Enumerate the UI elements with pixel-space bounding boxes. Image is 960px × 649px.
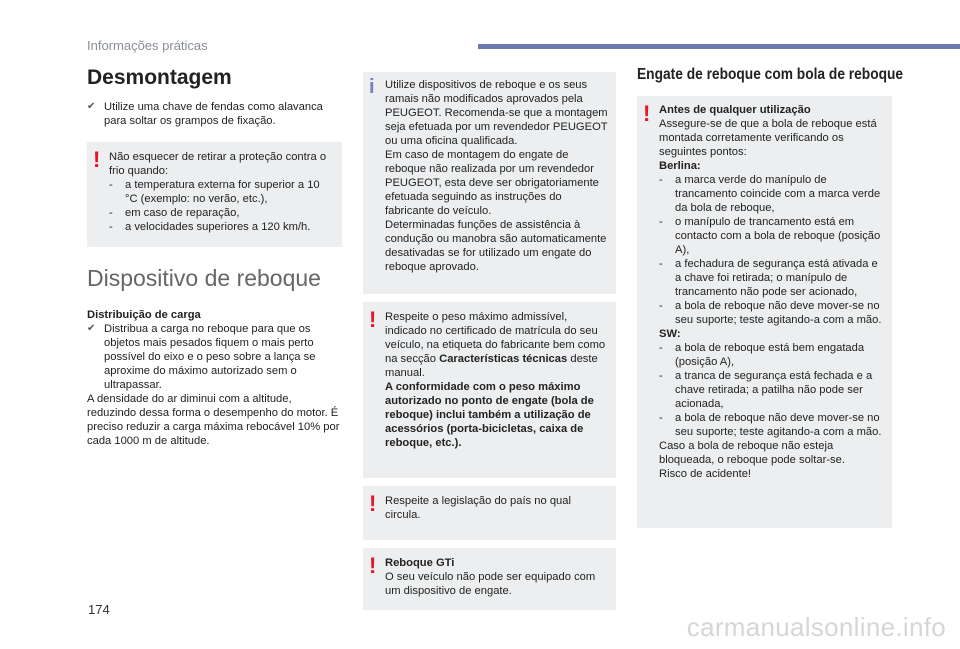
warning-icon: ! xyxy=(369,553,377,578)
box-intro: Assegure-se de que a bola de reboque está montada corretamente verificando os seguintes pontos: xyxy=(659,118,877,158)
list-item: - a bola de reboque não deve mover-se no seu suporte; teste agitando-a com a mão. xyxy=(659,412,882,438)
column-middle xyxy=(363,72,616,610)
column-left xyxy=(87,66,342,448)
warning-box-frost-protection xyxy=(87,142,342,247)
warning-icon: ! xyxy=(643,101,651,126)
bullet-text: Utilize uma chave de fendas como alavanca para soltar os grampos de fixação. xyxy=(104,101,323,127)
list-item: - o manípulo de trancamento está em contacto com a bola de reboque (posição A), xyxy=(659,216,881,256)
warning-box-max-weight xyxy=(363,302,616,478)
load-title: Distribuição de carga xyxy=(87,309,201,321)
column-right xyxy=(637,66,904,528)
title-desmontagem: Desmontagem xyxy=(87,66,232,89)
check-bullet-icon: ✔ xyxy=(87,323,96,334)
check-bullet-icon: ✔ xyxy=(87,101,96,112)
info-icon: i xyxy=(369,76,375,98)
density-text: A densidade do ar diminui com a altitude, reduzindo dessa forma o desempenho do motor. É preciso reduzir a carga máxima rebocável 10% por cada 1000 m de altitude. xyxy=(87,393,340,447)
section-header: Informações práticas xyxy=(87,38,208,53)
berlina-label: Berlina: xyxy=(659,160,701,172)
list-item: - a tranca de segurança está fechada e a chave retirada; a patilha não pode ser acionada, xyxy=(659,370,873,410)
gti-text: O seu veículo não pode ser equipado com um dispositivo de engate. xyxy=(385,571,596,597)
warning-box-legislation xyxy=(363,486,616,540)
info-text: Utilize dispositivos de reboque e os seus ramais não modificados aprovados pela PEUGEOT. Recomenda-se que a montagem seja efetuada por um revendedor PEUGEOT ou uma oficina qualificada. Em caso de montagem do engate de reboque não realizada por um revendedor PEUGEOT, esta deve ser obrigatoriamente efetuada seguindo as instruções do fabricante do veículo. Determinadas funções de assistência à condução ou manobra são automaticamente desativadas se for utilizado um engate do reboque aprovado. xyxy=(385,79,608,273)
gti-title: Reboque GTi xyxy=(385,557,455,569)
list-item: - a velocidades superiores a 120 km/h. xyxy=(109,221,311,233)
list-item: - a fechadura de segurança está ativada e a chave foi retirada; o manípulo de trancamento não pode ser acionado, xyxy=(659,258,878,298)
list-item: - a bola de reboque está bem engatada (posição A), xyxy=(659,342,865,368)
warning-icon: ! xyxy=(369,307,377,332)
bullet-item xyxy=(87,322,342,392)
title-engate: Engate de reboque com bola de reboque xyxy=(637,66,904,83)
list-item: - a bola de reboque não deve mover-se no seu suporte; teste agitando-a com a mão. xyxy=(659,300,882,326)
bullet-text: Distribua a carga no reboque para que os objetos mais pesados fiquem o mais perto possível do eixo e o peso sobre a lança se aproxime do máximo autorizado sem o ultrapassar. xyxy=(104,323,316,391)
header-accent-bar xyxy=(478,44,960,49)
warning-box-before-use xyxy=(637,96,892,528)
warning-box-gti xyxy=(363,548,616,610)
title-dispositivo-reboque: Dispositivo de reboque xyxy=(87,265,321,291)
weight-text: Respeite o peso máximo admissível, indicado no certificado de matrícula do seu veículo, na etiqueta do fabricante bem como na secção Características técnicas deste manual. A conformidade com o peso máximo autorizado no ponto de engate (bola de reboque) inclui também a utilização de acessórios (porta-bicicletas, caixa de reboque, etc.). xyxy=(385,311,606,449)
box-title: Antes de qualquer utilização xyxy=(659,104,811,116)
list-item: - em caso de reparação, xyxy=(109,207,240,219)
list-item: - a temperatura externa for superior a 10 °C (exemplo: no verão, etc.), xyxy=(109,179,320,205)
page-number: 174 xyxy=(88,602,110,617)
risk-text: Risco de acidente! xyxy=(659,468,752,480)
warning-icon: ! xyxy=(93,147,101,172)
list-item: - a marca verde do manípulo de trancamento coincide com a marca verde da bola de reboque, xyxy=(659,174,881,214)
watermark: carmanualsonline.info xyxy=(686,612,946,642)
warning-icon: ! xyxy=(369,491,377,516)
info-box-approved-devices xyxy=(363,72,616,294)
bullet-item xyxy=(87,100,342,128)
law-text: Respeite a legislação do país no qual circula. xyxy=(385,495,571,521)
box-outro: Caso a bola de reboque não esteja bloqueada, o reboque pode soltar-se. xyxy=(659,440,845,466)
sw-label: SW: xyxy=(659,328,681,340)
warning-intro: Não esquecer de retirar a proteção contra o frio quando: xyxy=(109,151,327,177)
